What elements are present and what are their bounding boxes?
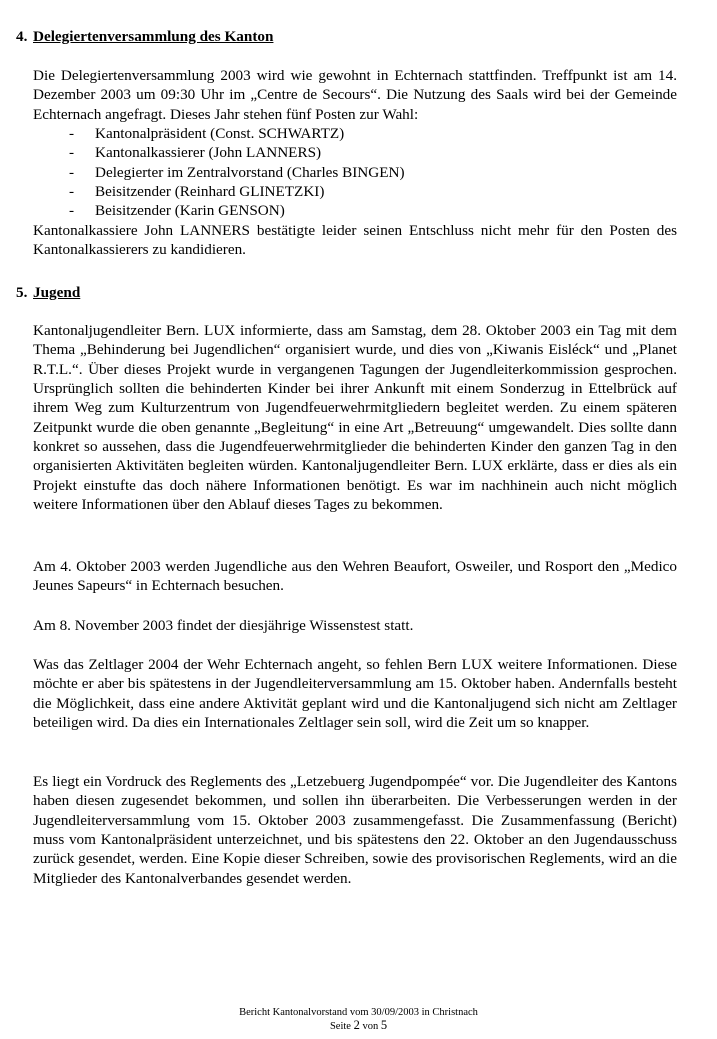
section-5-paragraph: Am 8. November 2003 findet der diesjährige Wissenstest statt. xyxy=(33,617,414,634)
bullet-dash: - xyxy=(69,183,75,201)
section-5-paragraph: Es liegt ein Vordruck des Reglements des „Letzebuerg Jugendpompée“ vor. Die Jugendleiter des Kantons haben diesen zugesendet bekommen, und sollen ihn überarbeiten. Die Verbesserungen werden in der Jugendleiterversammlung vom 15. Oktober 2003 zusammengefasst. Die Zusammenfassung (Bericht) muss vom Kantonalpräsident unterzeichnet, und bis spätestens den 22. Oktober an den Jugendausschuss zurück gesendet, werden. Eine Kopie dieser Schreiben, sowie des provisorischen Reglements, wird an die Mitglieder des Kantonalverbandes gesendet werden. xyxy=(33,773,677,887)
page-footer xyxy=(0,1006,717,1033)
section-4-intro: Die Delegiertenversammlung 2003 wird wie gewohnt in Echternach stattfinden. Treffpunkt ist am 14. Dezember 2003 um 09:30 Uhr im „Centre de Secours“. Die Nutzung des Saals wird bei der Gemeinde Echternach angefragt. Dieses Jahr stehen fünf Posten zur Wahl: xyxy=(33,67,677,123)
list-item: - Beisitzender (Reinhard GLINETZKI) xyxy=(69,183,325,201)
section-4-heading xyxy=(16,27,273,46)
list-item: - Kantonalkassierer (John LANNERS) xyxy=(69,144,322,162)
bullet-dash: - xyxy=(69,163,75,181)
bullet-dash: - xyxy=(69,125,75,142)
section-4-number: 4. xyxy=(16,28,28,45)
bullet-dash: - xyxy=(69,202,75,220)
list-item: - Beisitzender (Karin GENSON) xyxy=(69,202,285,220)
candidate-list xyxy=(33,124,405,221)
section-5-heading xyxy=(16,283,80,302)
list-item: - Kantonalpräsident (Const. SCHWARTZ) xyxy=(69,125,345,142)
list-item: - Delegierter im Zentralvorstand (Charles BINGEN) xyxy=(69,163,405,181)
section-4-title: Delegiertenversammlung des Kanton xyxy=(33,28,274,45)
section-4-closing: Kantonalkassiere John LANNERS bestätigte leider seinen Entschluss nicht mehr für den Posten des Kantonalkassierers zu kandidieren. xyxy=(33,222,677,259)
bullet-dash: - xyxy=(69,144,75,162)
section-5-number: 5. xyxy=(16,284,28,301)
section-5-paragraph: Was das Zeltlager 2004 der Wehr Echternach angeht, so fehlen Bern LUX weitere Informationen. Diese möchte er aber bis spätestens in der Jugendleiterversammlung am 15. Oktober haben. Andernfalls besteht die Möglichkeit, dass eine andere Aktivität geplant wird und die Kantonaljugend sich nicht am Zeltlager beteiligen wird. Da dies ein Internationales Zeltlager sein soll, wird die Zeit um so knapper. xyxy=(33,656,677,732)
section-5-paragraph: Am 4. Oktober 2003 werden Jugendliche aus den Wehren Beaufort, Osweiler, und Rosport den „Medico Jeunes Sapeurs“ in Echternach besuchen. xyxy=(33,558,677,595)
page-number: Seite 2 von 5 xyxy=(329,1018,388,1032)
section-5-title: Jugend xyxy=(33,284,81,301)
footer-report-line: Bericht Kantonalvorstand vom 30/09/2003 in Christnach xyxy=(239,1007,478,1018)
section-5-paragraph: Kantonaljugendleiter Bern. LUX informierte, dass am Samstag, dem 28. Oktober 2003 ein Tag mit dem Thema „Behinderung bei Jugendlichen“ organisiert wurde, und dies von „Kiwanis Eisléck“ und „Planet R.T.L.“. Über dieses Projekt wurde in vergangenen Tagungen der Jugendleiterkommission gesprochen. Ursprünglich sollten die behinderten Kinder bei ihrer Ankunft mit einem Sonderzug in Ettelbrück auf ihrem Weg zum Kulturzentrum von Jugendfeuerwehrmitgliedern begleitet werden. Zu einem späteren Zeitpunkt wurde die oben genannte „Begleitung“ in eine Art „Betreuung“ umgewandelt. Dies sollte dann konkret so aussehen, dass die Jugendfeuerwehrmitglieder die behinderten Kinder den ganzen Tag in den organisierten Aktivitäten begleiten würden. Kantonaljugendleiter Bern. LUX erklärte, dass er dies als ein Projekt einstufte das doch nähere Informationen benötigt. Es war im nachhinein auch nicht möglich weitere Informationen über den Ablauf dieses Tages zu bekommen. xyxy=(33,322,677,514)
